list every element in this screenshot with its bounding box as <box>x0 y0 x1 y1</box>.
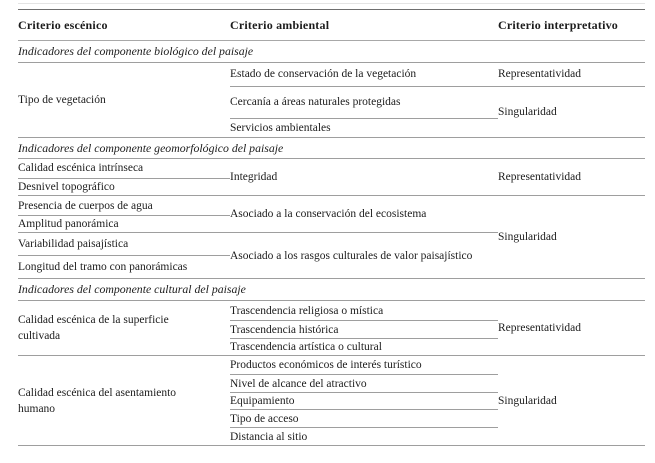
cell-trascendencia-historica: Trascendencia histórica <box>230 321 498 339</box>
cell-variabilidad-paisajistica: Variabilidad paisajística <box>18 233 230 256</box>
cell-trascendencia-artistica: Trascendencia artística o cultural <box>230 339 498 356</box>
cell-calidad-asentamiento-humano: Calidad escénica del asentamiento humano <box>18 356 230 446</box>
header-criterio-escenico: Criterio escénico <box>18 10 230 41</box>
cell-singularidad-cultural: Singularidad <box>498 356 645 446</box>
cell-equipamiento: Equipamiento <box>230 393 498 410</box>
section-row-geomorfologico <box>18 138 645 159</box>
cell-amplitud-panoramica: Amplitud panorámica <box>18 216 230 233</box>
table-header-row <box>18 10 645 41</box>
criteria-table <box>18 9 645 446</box>
header-criterio-ambiental: Criterio ambiental <box>230 10 498 41</box>
cell-trascendencia-religiosa: Trascendencia religiosa o mística <box>230 301 498 321</box>
table-row <box>18 159 645 179</box>
table-row <box>18 63 645 87</box>
table-row <box>18 196 645 216</box>
section-title-geomorfologico: Indicadores del componente geomorfológico del paisaje <box>18 138 645 159</box>
cell-asociado-conservacion-ecosistema: Asociado a la conservación del ecosistema <box>230 196 498 233</box>
cell-cercania-areas-protegidas: Cercanía a áreas naturales protegidas <box>230 87 498 119</box>
page-top-rule <box>18 3 645 4</box>
section-title-biologico: Indicadores del componente biológico del paisaje <box>18 41 645 63</box>
cell-singularidad-biologico: Singularidad <box>498 87 645 138</box>
cell-presencia-cuerpos-agua: Presencia de cuerpos de agua <box>18 196 230 216</box>
cell-representatividad-biologico: Representatividad <box>498 63 645 87</box>
header-criterio-interpretativo: Criterio interpretativo <box>498 10 645 41</box>
section-row-cultural <box>18 279 645 301</box>
cell-tipo-de-acceso: Tipo de acceso <box>230 410 498 428</box>
cell-desnivel-topografico: Desnivel topográfico <box>18 179 230 196</box>
table-row <box>18 356 645 375</box>
cell-singularidad-geomorfologico: Singularidad <box>498 196 645 279</box>
cell-productos-economicos: Productos económicos de interés turístico <box>230 356 498 375</box>
cell-calidad-escenica-intrinseca: Calidad escénica intrínseca <box>18 159 230 179</box>
cell-servicios-ambientales: Servicios ambientales <box>230 119 498 138</box>
cell-asociado-rasgos-culturales: Asociado a los rasgos culturales de valor paisajístico <box>230 233 498 279</box>
cell-estado-conservacion-vegetacion: Estado de conservación de la vegetación <box>230 63 498 87</box>
cell-nivel-alcance-atractivo: Nivel de alcance del atractivo <box>230 375 498 393</box>
section-title-cultural: Indicadores del componente cultural del paisaje <box>18 279 645 301</box>
cell-tipo-de-vegetacion: Tipo de vegetación <box>18 63 230 138</box>
cell-distancia-al-sitio: Distancia al sitio <box>230 428 498 446</box>
section-row-biologico <box>18 41 645 63</box>
cell-longitud-tramo-panoramicas: Longitud del tramo con panorámicas <box>18 256 230 279</box>
cell-integridad: Integridad <box>230 159 498 196</box>
table-row <box>18 301 645 321</box>
cell-calidad-superficie-cultivada: Calidad escénica de la superficie cultivada <box>18 301 230 356</box>
cell-representatividad-geomorfologico: Representatividad <box>498 159 645 196</box>
cell-representatividad-cultural: Representatividad <box>498 301 645 356</box>
